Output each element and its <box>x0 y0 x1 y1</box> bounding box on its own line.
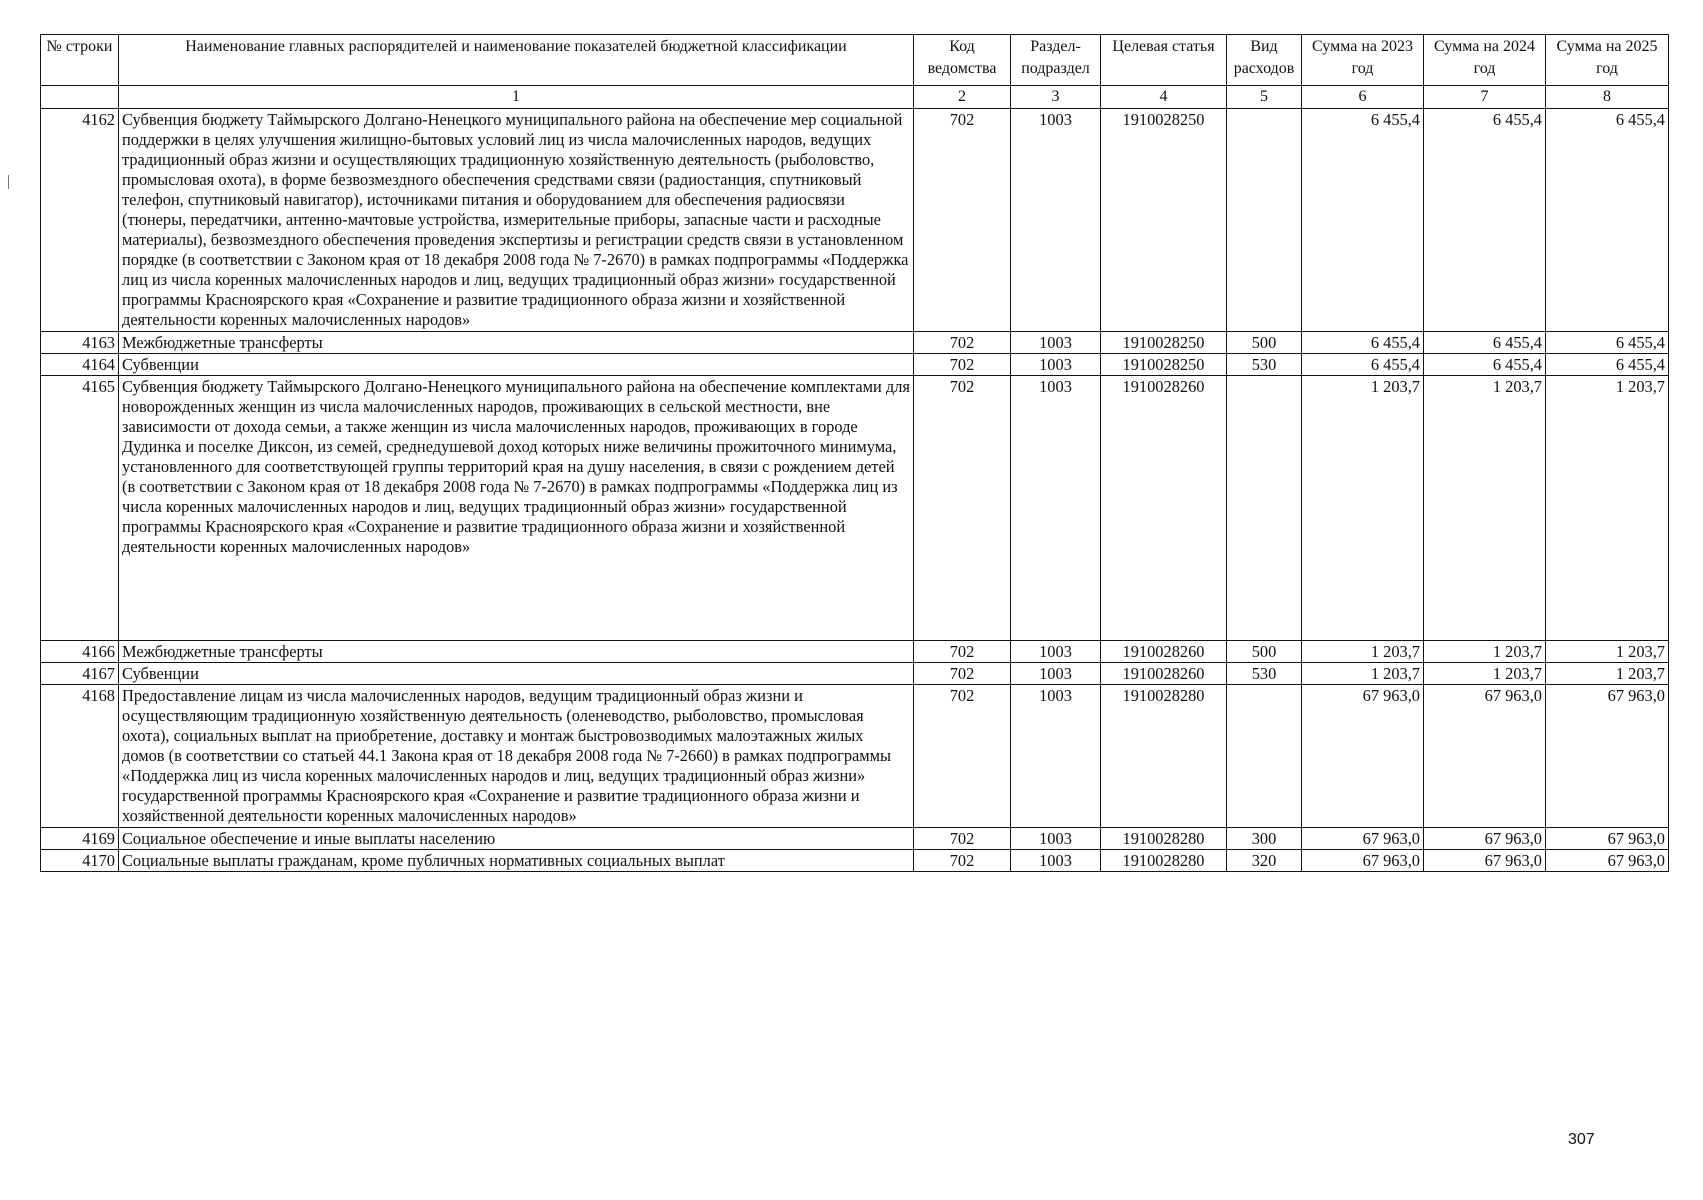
row-name: Социальные выплаты гражданам, кроме публичных нормативных социальных выплат <box>119 849 914 871</box>
sum-2023: 1 203,7 <box>1302 662 1424 684</box>
table-row <box>41 375 1669 640</box>
table-row <box>41 662 1669 684</box>
target-code: 1910028250 <box>1101 353 1227 375</box>
sum-2024: 1 203,7 <box>1424 640 1546 662</box>
target-code: 1910028280 <box>1101 684 1227 827</box>
sum-2023: 6 455,4 <box>1302 331 1424 353</box>
sum-2024: 6 455,4 <box>1424 331 1546 353</box>
expense-type: 530 <box>1227 662 1302 684</box>
expense-type: 500 <box>1227 640 1302 662</box>
header-expense-type: Вид расходов <box>1227 35 1302 86</box>
header-section: Раздел-подраздел <box>1011 35 1101 86</box>
header-name: Наименование главных распорядителей и наименование показателей бюджетной классификации <box>119 35 914 86</box>
dept-code: 702 <box>914 353 1011 375</box>
header-row <box>41 35 1669 86</box>
sum-2025: 67 963,0 <box>1546 849 1669 871</box>
header-dept-code: Код ведомства <box>914 35 1011 86</box>
section-code: 1003 <box>1011 684 1101 827</box>
expense-type: 530 <box>1227 353 1302 375</box>
row-number: 4162 <box>41 108 119 331</box>
expense-type: 300 <box>1227 827 1302 849</box>
sum-2024: 1 203,7 <box>1424 662 1546 684</box>
dept-code: 702 <box>914 662 1011 684</box>
sum-2024: 67 963,0 <box>1424 684 1546 827</box>
column-number: 7 <box>1424 86 1546 109</box>
section-code: 1003 <box>1011 108 1101 331</box>
column-number <box>41 86 119 109</box>
table-row <box>41 849 1669 871</box>
sum-2023: 1 203,7 <box>1302 375 1424 640</box>
row-name: Субвенции <box>119 662 914 684</box>
sum-2024: 1 203,7 <box>1424 375 1546 640</box>
budget-table <box>40 34 1669 872</box>
header-row-no: № строки <box>41 35 119 86</box>
row-number: 4167 <box>41 662 119 684</box>
sum-2023: 67 963,0 <box>1302 684 1424 827</box>
sum-2025: 6 455,4 <box>1546 353 1669 375</box>
column-number: 2 <box>914 86 1011 109</box>
row-name: Социальное обеспечение и иные выплаты населению <box>119 827 914 849</box>
row-number: 4169 <box>41 827 119 849</box>
section-code: 1003 <box>1011 640 1101 662</box>
header-sum-2023: Сумма на 2023 год <box>1302 35 1424 86</box>
expense-type <box>1227 684 1302 827</box>
margin-mark <box>8 175 9 189</box>
column-number: 3 <box>1011 86 1101 109</box>
sum-2024: 67 963,0 <box>1424 827 1546 849</box>
row-number: 4165 <box>41 375 119 640</box>
row-number: 4163 <box>41 331 119 353</box>
table-row <box>41 684 1669 827</box>
row-name: Межбюджетные трансферты <box>119 331 914 353</box>
table-row <box>41 353 1669 375</box>
target-code: 1910028260 <box>1101 662 1227 684</box>
dept-code: 702 <box>914 684 1011 827</box>
row-name: Субвенция бюджету Таймырского Долгано-Ненецкого муниципального района на обеспечение комплектами для новорожденных женщин из числа малочисленных народов, проживающих в сельской местности, вне зависимости от дохода семьи, а также женщин из числа малочисленных народов, проживающих в городе Дудинка и поселке Диксон, из семей, среднедушевой доход которых ниже величины прожиточного минимума, установленного для соответствующей группы территорий края на душу населения, в связи с рождением детей (в соответствии с Законом края от 18 декабря 2008 года № 7-2670) в рамках подпрограммы «Поддержка лиц из числа коренных малочисленных народов и лиц, ведущих традиционный образ жизни» государственной программы Красноярского края «Сохранение и развитие традиционного образа жизни и хозяйственной деятельности коренных малочисленных народов» <box>119 375 914 640</box>
dept-code: 702 <box>914 849 1011 871</box>
section-code: 1003 <box>1011 375 1101 640</box>
row-number: 4166 <box>41 640 119 662</box>
target-code: 1910028260 <box>1101 640 1227 662</box>
row-number: 4164 <box>41 353 119 375</box>
table-row <box>41 640 1669 662</box>
section-code: 1003 <box>1011 827 1101 849</box>
sum-2024: 67 963,0 <box>1424 849 1546 871</box>
section-code: 1003 <box>1011 353 1101 375</box>
header-target: Целевая статья <box>1101 35 1227 86</box>
target-code: 1910028260 <box>1101 375 1227 640</box>
column-number: 8 <box>1546 86 1669 109</box>
sum-2025: 67 963,0 <box>1546 684 1669 827</box>
sum-2025: 1 203,7 <box>1546 640 1669 662</box>
table-row <box>41 331 1669 353</box>
column-number: 1 <box>119 86 914 109</box>
row-name: Межбюджетные трансферты <box>119 640 914 662</box>
column-number: 4 <box>1101 86 1227 109</box>
table-row <box>41 108 1669 331</box>
section-code: 1003 <box>1011 849 1101 871</box>
sum-2023: 67 963,0 <box>1302 827 1424 849</box>
expense-type <box>1227 375 1302 640</box>
column-number: 6 <box>1302 86 1424 109</box>
sum-2025: 1 203,7 <box>1546 662 1669 684</box>
target-code: 1910028280 <box>1101 827 1227 849</box>
expense-type: 320 <box>1227 849 1302 871</box>
column-number-row <box>41 86 1669 109</box>
sum-2023: 6 455,4 <box>1302 108 1424 331</box>
column-number: 5 <box>1227 86 1302 109</box>
dept-code: 702 <box>914 331 1011 353</box>
sum-2023: 67 963,0 <box>1302 849 1424 871</box>
dept-code: 702 <box>914 827 1011 849</box>
sum-2025: 1 203,7 <box>1546 375 1669 640</box>
section-code: 1003 <box>1011 662 1101 684</box>
target-code: 1910028280 <box>1101 849 1227 871</box>
row-number: 4168 <box>41 684 119 827</box>
row-name: Субвенция бюджету Таймырского Долгано-Ненецкого муниципального района на обеспечение мер социальной поддержки в целях улучшения жилищно-бытовых условий лиц из числа малочисленных народов, ведущих традиционный образ жизни и осуществляющих традиционную хозяйственную деятельность (рыболовство, промысловая охота), в форме безвозмездного обеспечения средствами связи (радиостанция, спутниковый телефон, спутниковый навигатор), источниками питания и оборудованием для обеспечения радиосвязи (тюнеры, передатчики, антенно-мачтовые устройства, измерительные приборы, запасные части и расходные материалы), безвозмездного обеспечения проведения экспертизы и регистрации средств связи в установленном порядке (в соответствии с Законом края от 18 декабря 2008 года № 7-2670) в рамках подпрограммы «Поддержка лиц из числа коренных малочисленных народов и лиц, ведущих традиционный образ жизни» государственной программы Красноярского края «Сохранение и развитие традиционного образа жизни и хозяйственной деятельности коренных малочисленных народов» <box>119 108 914 331</box>
section-code: 1003 <box>1011 331 1101 353</box>
sum-2025: 6 455,4 <box>1546 108 1669 331</box>
row-name: Субвенции <box>119 353 914 375</box>
expense-type: 500 <box>1227 331 1302 353</box>
sum-2025: 6 455,4 <box>1546 331 1669 353</box>
sum-2024: 6 455,4 <box>1424 353 1546 375</box>
page-number: 307 <box>1568 1131 1595 1148</box>
row-name: Предоставление лицам из числа малочисленных народов, ведущим традиционный образ жизни и осуществляющим традиционную хозяйственную деятельность (оленеводство, рыболовство, промысловая охота), социальных выплат на приобретение, доставку и монтаж быстровозводимых малоэтажных жилых домов (в соответствии со статьей 44.1 Закона края от 18 декабря 2008 года № 7-2660) в рамках подпрограммы «Поддержка лиц из числа коренных малочисленных народов и лиц, ведущих традиционный образ жизни» государственной программы Красноярского края «Сохранение и развитие традиционного образа жизни и хозяйственной деятельности коренных малочисленных народов» <box>119 684 914 827</box>
sum-2025: 67 963,0 <box>1546 827 1669 849</box>
target-code: 1910028250 <box>1101 108 1227 331</box>
target-code: 1910028250 <box>1101 331 1227 353</box>
dept-code: 702 <box>914 108 1011 331</box>
sum-2024: 6 455,4 <box>1424 108 1546 331</box>
dept-code: 702 <box>914 375 1011 640</box>
header-sum-2024: Сумма на 2024 год <box>1424 35 1546 86</box>
dept-code: 702 <box>914 640 1011 662</box>
row-number: 4170 <box>41 849 119 871</box>
sum-2023: 6 455,4 <box>1302 353 1424 375</box>
header-sum-2025: Сумма на 2025 год <box>1546 35 1669 86</box>
expense-type <box>1227 108 1302 331</box>
sum-2023: 1 203,7 <box>1302 640 1424 662</box>
table-row <box>41 827 1669 849</box>
